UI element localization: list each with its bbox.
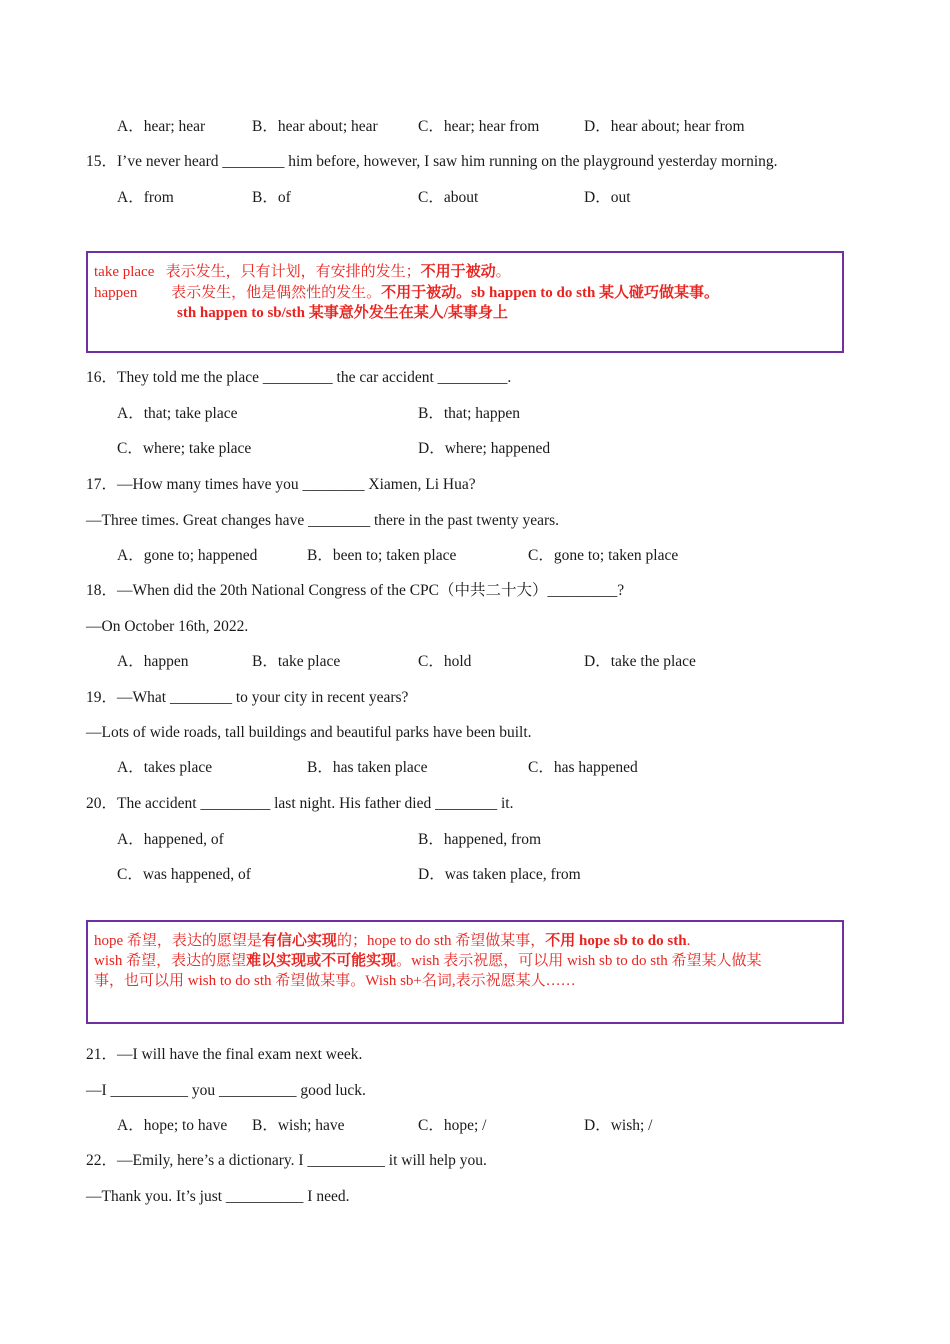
q17-option-b: B．been to; taken place [307, 547, 457, 564]
note1-line-3: sth happen to sb/sth 某事意外发生在某人/某事身上 [177, 305, 508, 321]
q14-option-b: B．hear about; hear [252, 118, 378, 135]
q17-option-c: C．gone to; taken place [528, 547, 679, 564]
q18-option-a: A．happen [117, 653, 189, 670]
note2-line-3: 事，也可以用 wish to do sth 希望做某事。Wish sb+名词,表示祝愿某人…… [94, 973, 576, 989]
note-box-take-place-happen [86, 251, 844, 353]
q22-stem: 22．—Emily, here’s a dictionary. I __________ it will help you. [86, 1152, 487, 1169]
q15-option-d: D．out [584, 189, 631, 206]
q15-option-a: A．from [117, 189, 174, 206]
note-box-hope-wish [86, 920, 844, 1024]
q20-option-b: B．happened, from [418, 831, 542, 848]
q19-option-c: C．has happened [528, 759, 638, 776]
q20-option-d: D．was taken place, from [418, 866, 581, 883]
q21-stem: 21．—I will have the final exam next week. [86, 1046, 363, 1063]
q20-option-c: C．was happened, of [117, 866, 251, 883]
q22-reply: —Thank you. It’s just __________ I need. [86, 1188, 350, 1205]
q21-option-c: C．hope; / [418, 1117, 487, 1134]
q18-stem: 18．—When did the 20th National Congress of the CPC（中共二十大）_________? [86, 582, 625, 599]
q16-option-d: D．where; happened [418, 440, 551, 457]
q14-option-d: D．hear about; hear from [584, 118, 745, 135]
q16-option-a: A．that; take place [117, 405, 238, 422]
q21-option-b: B．wish; have [252, 1117, 345, 1134]
q20-stem: 20．The accident _________ last night. His father died ________ it. [86, 795, 514, 812]
q15-option-c: C．about [418, 189, 479, 206]
note1-line-1: take place 表示发生，只有计划，有安排的发生；不用于被动。 [94, 264, 511, 280]
q15-option-b: B．of [252, 189, 291, 206]
q16-option-c: C．where; take place [117, 440, 252, 457]
q21-reply: —I __________ you __________ good luck. [86, 1082, 366, 1099]
q16-option-b: B．that; happen [418, 405, 521, 422]
q19-reply: —Lots of wide roads, tall buildings and beautiful parks have been built. [86, 724, 532, 741]
q14-option-c: C．hear; hear from [418, 118, 540, 135]
q19-stem: 19．—What ________ to your city in recent years? [86, 689, 409, 706]
q18-option-d: D．take the place [584, 653, 696, 670]
q18-reply: —On October 16th, 2022. [86, 618, 249, 635]
q21-option-d: D．wish; / [584, 1117, 653, 1134]
q16-stem: 16．They told me the place _________ the car accident _________. [86, 369, 512, 386]
q19-option-b: B．has taken place [307, 759, 428, 776]
note2-line-1: hope 希望，表达的愿望是有信心实现的；hope to do sth 希望做某事，不用 hope sb to do sth. [94, 933, 691, 949]
q19-option-a: A．takes place [117, 759, 213, 776]
q20-option-a: A．happened, of [117, 831, 224, 848]
q18-option-c: C．hold [418, 653, 472, 670]
q18-option-b: B．take place [252, 653, 341, 670]
note1-line-2: happen 表示发生，他是偶然性的发生。不用于被动。sb happen to do sth 某人碰巧做某事。 [94, 285, 720, 301]
q17-reply: —Three times. Great changes have ________ there in the past twenty years. [86, 512, 560, 529]
q17-stem: 17．—How many times have you ________ Xiamen, Li Hua? [86, 476, 476, 493]
q21-option-a: A．hope; to have [117, 1117, 228, 1134]
q15-stem: 15．I’ve never heard ________ him before, however, I saw him running on the playground yesterday morning. [86, 153, 778, 170]
note2-line-2: wish 希望，表达的愿望难以实现或不可能实现。wish 表示祝愿，可以用 wish sb to do sth 希望某人做某 [94, 953, 762, 969]
q17-option-a: A．gone to; happened [117, 547, 258, 564]
q14-option-a: A．hear; hear [117, 118, 206, 135]
